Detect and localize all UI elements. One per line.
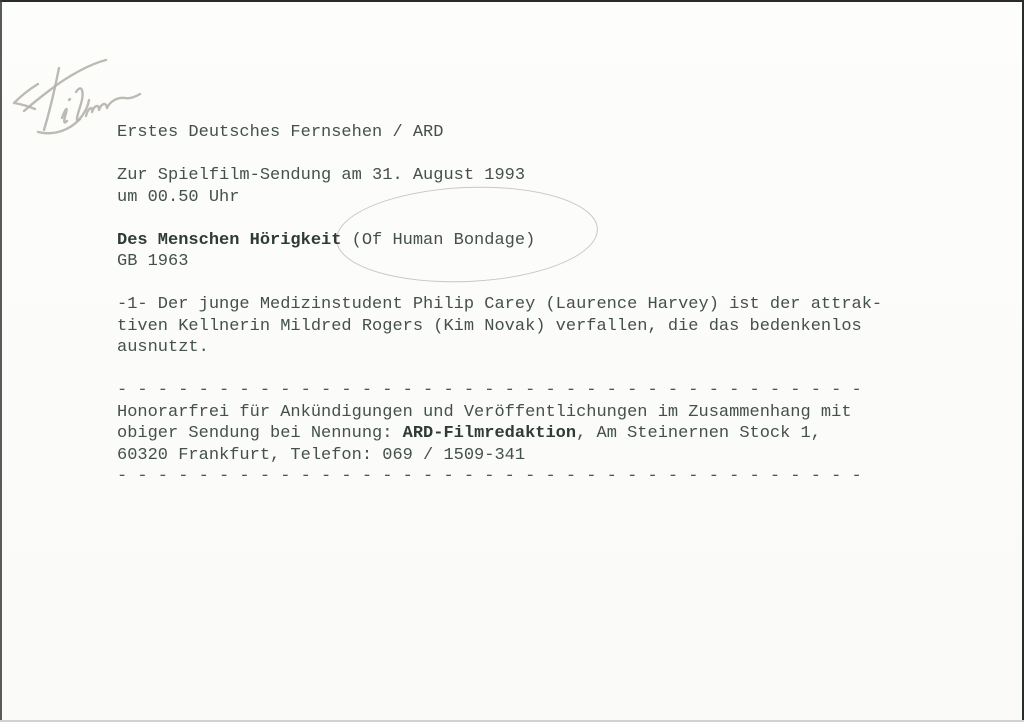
dashed-divider-bottom: - - - - - - - - - - - - - - - - - - - - - - - - - - - - - - - - - - - - -: [117, 467, 862, 486]
footer-line-3: 60320 Frankfurt, Telefon: 069 / 1509-341: [117, 445, 526, 465]
broadcaster-line: Erstes Deutsches Fernsehen / ARD: [117, 123, 444, 142]
footer-ard-filmredaktion: ARD-Filmredaktion: [402, 424, 577, 443]
synopsis-block: [117, 294, 882, 359]
footer-line-1: Honorarfrei für Ankündigungen und Veröffentlichungen im Zusammenhang mit: [117, 402, 852, 422]
typewritten-text: [117, 122, 882, 488]
schedule-line-1: Zur Spielfilm-Sendung am 31. August 1993: [117, 166, 526, 185]
synopsis-line-2: tiven Kellnerin Mildred Rogers (Kim Novak) verfallen, die das bedenkenlos: [117, 316, 862, 336]
schedule-block: [117, 165, 882, 208]
footer-line-2-suffix: , Am Steinernen Stock 1,: [576, 424, 821, 443]
title-block: [117, 230, 882, 273]
film-title-line: [117, 230, 882, 252]
synopsis-line-3: ausnutzt.: [117, 338, 209, 357]
schedule-line-2: um 00.50 Uhr: [117, 187, 240, 207]
synopsis-line-1: -1- Der junge Medizinstudent Philip Carey (Laurence Harvey) ist der attrak-: [117, 295, 883, 314]
country-year-line: GB 1963: [117, 252, 189, 271]
scan-edge-top: [0, 0, 1024, 2]
film-title-german: Des Menschen Hörigkeit: [117, 230, 342, 250]
footer-block: [117, 380, 882, 488]
film-title-english: (Of Human Bondage): [341, 230, 536, 250]
footer-line-2-prefix: obiger Sendung bei Nennung:: [117, 424, 403, 443]
footer-line-2: [117, 423, 882, 445]
dashed-divider-top: - - - - - - - - - - - - - - - - - - - - - - - - - - - - - - - - - - - - -: [117, 381, 862, 400]
